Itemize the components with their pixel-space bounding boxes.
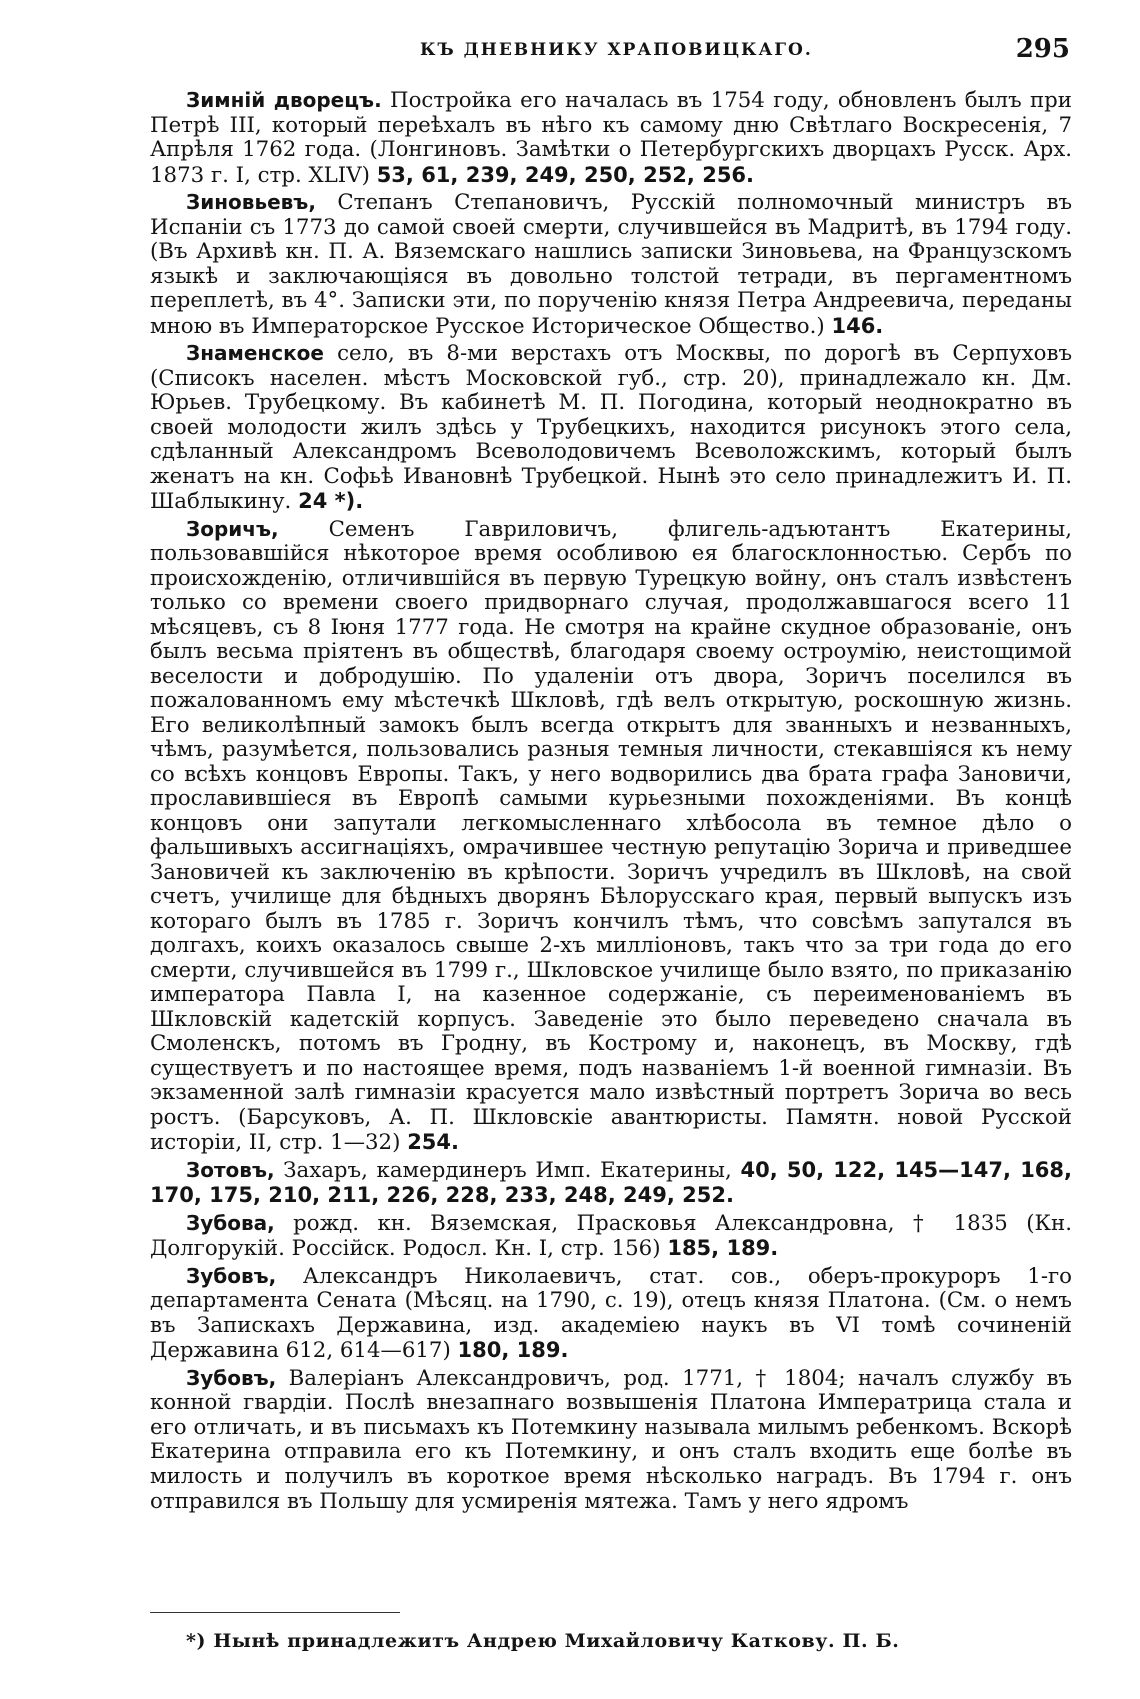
entry-headword: Зубовъ, xyxy=(186,1365,277,1390)
index-entry xyxy=(150,1211,1072,1262)
entry-headword: Зубова, xyxy=(186,1210,275,1235)
index-entries xyxy=(150,88,1072,1517)
index-entry xyxy=(150,1264,1072,1364)
entry-pages: 254. xyxy=(407,1130,460,1154)
entry-text: село, въ 8-ми верстахъ отъ Москвы, по дорогѣ въ Серпуховъ (Списокъ населен. мѣстъ Московской губ., стр. 20), принадлежало кн. Дм. Юрьев. Трубецкому. Въ кабинетѣ М. П. Погодина, который неоднократно въ своей молодости жилъ здѣсь у Трубецкихъ, находится рисунокъ этого села, сдѣланный Александромъ Всеволодовичемъ Всеволожскимъ, который былъ женатъ на кн. Софьѣ Ивановнѣ Трубецкой. Нынѣ это село принадлежитъ И. П. Шаблыкину. xyxy=(150,341,1072,514)
page-header xyxy=(150,34,1070,74)
entry-text: Семенъ Гавриловичъ, флигель-адъютантъ Екатерины, пользовавшійся нѣкоторое время особливою ея благосклонностью. Сербъ по происхожденію, отличившійся въ первую Турецкую войну, онъ сталъ извѣстенъ только со времени своего придворнаго случая, продолжавшагося всего 11 мѣсяцевъ, съ 8 Іюня 1777 года. Не смотря на крайне скудное образованіе, онъ былъ весьма пріятенъ въ обществѣ, благодаря своему остроумію, неистощимой веселости и добродушію. По удаленіи отъ двора, Зоричъ поселился въ пожалованномъ ему мѣстечкѣ Шкловѣ, гдѣ велъ открытую, роскошную жизнь. Его великолѣпный замокъ былъ всегда открытъ для званныхъ и незванныхъ, чѣмъ, разумѣется, пользовались разныя темныя личности, стекавшіяся къ нему со всѣхъ концовъ Европы. Такъ, у него водворились два брата графа Зановичи, прославившіеся въ Европѣ самыми курьезными похожденіями. Въ концѣ концовъ они запутали легкомысленнаго хлѣбосола въ темное дѣло о фальшивыхъ ассигнаціяхъ, омрачившее честную репутацію Зорича и приведшее Зановичей къ заключенію въ крѣпости. Зоричъ учредилъ въ Шкловѣ, на свой счетъ, училище для бѣдныхъ дворянъ Бѣлорусскаго края, первый выпускъ изъ котораго былъ въ 1785 г. Зоричъ кончилъ тѣмъ, что совсѣмъ запутался въ долгахъ, коихъ оказалось свыше 2-хъ милліоновъ, такъ что за три года до его смерти, случившейся въ 1799 г., Шкловское училище было взято, по приказанію императора Павла I, на казенное содержаніе, съ переименованіемъ въ Шкловскій кадетскій корпусъ. Заведеніе это было переведено сначала въ Смоленскъ, потомъ въ Гродну, въ Кострому и, наконецъ, въ Москву, гдѣ существуетъ и по настоящее время, подъ названіемъ 1-й военной гимназіи. Въ экзаменной залѣ гимназіи красуется мало извѣстный портретъ Зорича во весь ростъ. (Барсуковъ, А. П. Шкловскіе авантюристы. Памятн. новой Русской исторіи, II, стр. 1—32) xyxy=(150,516,1072,1155)
index-entry xyxy=(150,88,1072,188)
entry-headword: Зимній дворецъ. xyxy=(186,88,382,112)
entry-headword: Знаменское xyxy=(186,341,324,365)
entry-text: Александръ Николаевичъ, стат. сов., оберъ-прокуроръ 1-го департамента Сената (Мѣсяц. на 1790, с. 19), отецъ князя Платона. (См. о немъ въ Запискахъ Державина, изд. академіею наукъ въ VI томѣ сочиненій Державина 612, 614—617) xyxy=(150,1263,1072,1363)
index-entry xyxy=(150,341,1072,515)
entry-text: Захаръ, камердинеръ Имп. Екатерины, xyxy=(274,1157,741,1183)
entry-pages: 185, 189. xyxy=(667,1236,779,1260)
entry-text: Валеріанъ Александровичъ, род. 1771, † 1804; началъ службу въ конной гвардіи. Послѣ внезапнаго возвышенія Платона Императрица стала и его отличать, и въ письмахъ къ Потемкину называла милымъ ребенкомъ. Вскорѣ Екатерина отправила его къ Потемкину, и онъ сталъ входить еще болѣе въ милость и получилъ въ короткое время нѣсколько наградъ. Въ 1794 г. онъ отправился въ Польшу для усмиренія мятежа. Тамъ у него ядромъ xyxy=(150,1365,1072,1514)
entry-pages: 180, 189. xyxy=(457,1338,569,1362)
entry-headword: Зотовъ, xyxy=(186,1157,275,1182)
index-entry xyxy=(150,190,1072,339)
entry-pages: 53, 61, 239, 249, 250, 252, 256. xyxy=(376,162,755,187)
footnote: *) Нынѣ принадлежитъ Андрею Михайловичу Каткову. П. Б. xyxy=(186,1630,900,1652)
entry-pages: 40, 50, 122, 145—147, 168, 170, 175, 210, 211, 226, 228, 233, 248, 249, 252. xyxy=(150,1157,1073,1207)
entry-text: рожд. кн. Вяземская, Прасковья Александровна, † 1835 (Кн. Долгорукій. Россійск. Родосл. Кн. I, стр. 156) xyxy=(150,1210,1072,1261)
entry-pages: 24 *). xyxy=(298,489,364,513)
entry-headword: Зиновьевъ, xyxy=(186,190,316,214)
running-head: КЪ ДНЕВНИКУ ХРАПОВИЦКАГО. xyxy=(420,40,813,60)
entry-text: Постройка его началась въ 1754 году, обновленъ былъ при Петрѣ III, который переѣхалъ въ нѣго къ самому дню Свѣтлаго Воскресенія, 7 Апрѣля 1762 года. (Лонгиновъ. Замѣтки о Петербургскихъ дворцахъ Русск. Арх. 1873 г. I, стр. XLIV) xyxy=(150,88,1072,188)
index-entry xyxy=(150,517,1072,1156)
entry-text: Степанъ Степановичъ, Русскій полномочный министръ въ Испаніи съ 1773 до самой своей смерти, случившейся въ Мадритѣ, въ 1794 году. (Въ Архивѣ кн. П. А. Вяземскаго нашлись записки Зиновьева, на Французскомъ языкѣ и заключающіяся въ довольно толстой тетради, въ пергаментномъ переплетѣ, въ 4°. Записки эти, по порученію князя Петра Андреевича, переданы мною въ Императорское Русское Историческое Общество.) xyxy=(150,190,1072,339)
index-entry xyxy=(150,1158,1072,1209)
entry-pages: 146. xyxy=(831,313,884,338)
entry-headword: Зубовъ, xyxy=(186,1263,277,1288)
page-number: 295 xyxy=(1015,34,1070,64)
index-entry xyxy=(150,1366,1072,1515)
footnote-divider xyxy=(150,1612,400,1613)
entry-headword: Зоричъ, xyxy=(186,516,279,541)
